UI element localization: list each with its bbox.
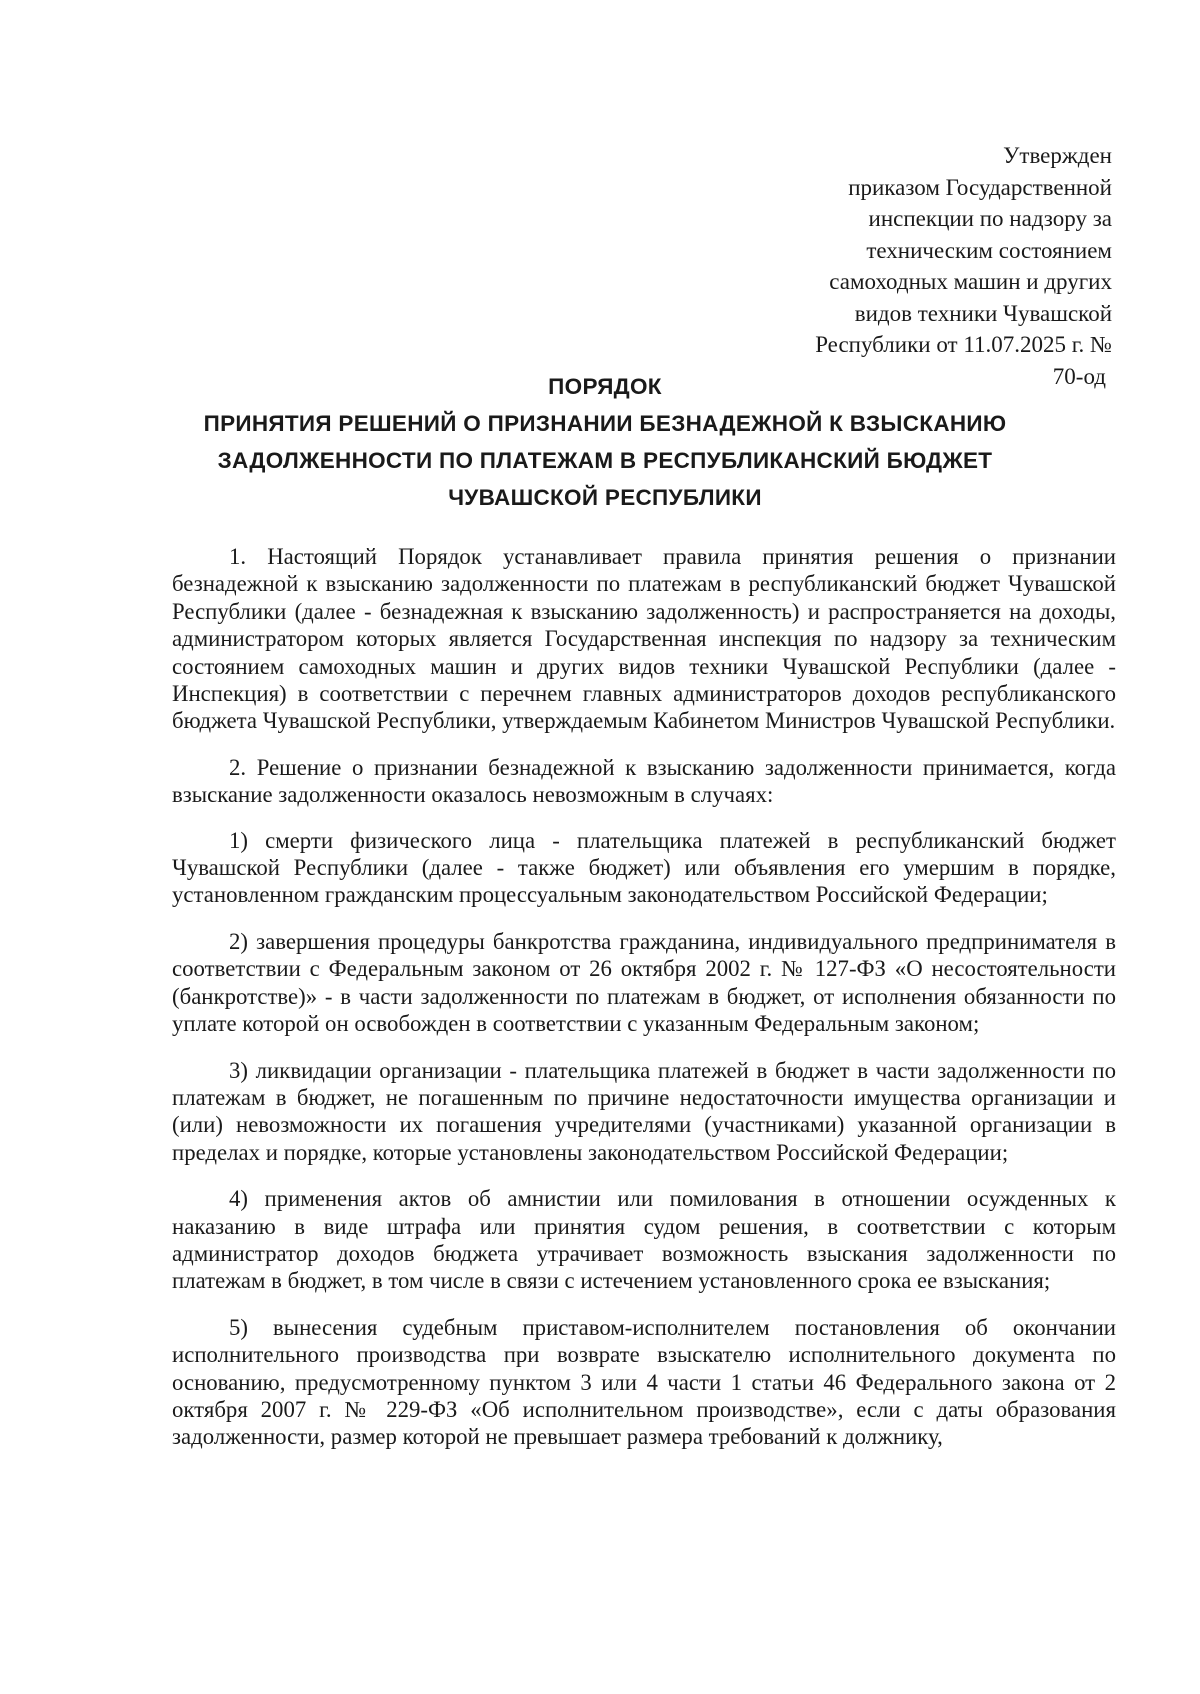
title-line: ЗАДОЛЖЕННОСТИ ПО ПЛАТЕЖАМ В РЕСПУБЛИКАНСКИЙ БЮДЖЕТ xyxy=(217,448,993,473)
paragraph-2: 2. Решение о признании безнадежной к взысканию задолженности принимается, когда взыскание задолженности оказалось невозможным в случаях: xyxy=(172,754,1116,808)
approval-line: самоходных машин и других xyxy=(829,269,1112,294)
approval-line: Республики от 11.07.2025 г. № xyxy=(815,332,1112,357)
approval-line: приказом Государственной xyxy=(848,174,1112,200)
approval-line: инспекции по надзору за xyxy=(868,206,1112,231)
approval-stamp xyxy=(772,140,1112,392)
title-line: ПРИНЯТИЯ РЕШЕНИЙ О ПРИЗНАНИИ БЕЗНАДЕЖНОЙ К ВЗЫСКАНИЮ xyxy=(203,411,1007,436)
approval-line: техническим состоянием xyxy=(866,237,1112,263)
title-line: ПОРЯДОК xyxy=(548,374,662,399)
approval-line: видов техники Чувашской xyxy=(854,300,1112,326)
subitem-5: 5) вынесения судебным приставом-исполнителем постановления об окончании исполнительного производства при возврате взыскателю исполнительного документа по основанию, предусмотренному пунктом 3 или 4 части 1 статьи 46 Федерального закона от 2 октября 2007 г. № 229-ФЗ «Об исполнительном производстве», если с даты образования задолженности, размер которой не превышает размера требований к должнику, xyxy=(172,1314,1116,1450)
subitem-3: 3) ликвидации организации - плательщика платежей в бюджет в части задолженности по платежам в бюджет, не погашенным по причине недостаточности имущества организации и (или) невозможности их погашения учредителями (участниками) указанной организации в пределах и порядке, которые установлены законодательством Российской Федерации; xyxy=(172,1057,1116,1165)
approval-line: Утвержден xyxy=(1003,143,1112,168)
subitem-4: 4) применения актов об амнистии или помилования в отношении осужденных к наказанию в виде штрафа или принятия судом решения, в соответствии с которым администратор доходов бюджета утрачивает возможность взыскания задолженности по платежам в бюджет, в том числе в связи с истечением установленного срока ее взыскания; xyxy=(172,1186,1116,1294)
subitem-1: 1) смерти физического лица - плательщика платежей в республиканский бюджет Чувашской Республики (далее - также бюджет) или объявления его умершим в порядке, установленном гражданским процессуальным законодательством Российской Федерации; xyxy=(172,827,1116,908)
title-line: ЧУВАШСКОЙ РЕСПУБЛИКИ xyxy=(448,485,762,510)
document-body xyxy=(172,543,1116,1470)
paragraph-1: 1. Настоящий Порядок устанавливает правила принятия решения о признании безнадежной к взысканию задолженности по платежам в республиканский бюджет Чувашской Республики (далее - безнадежная к взысканию задолженность) и распространяется на доходы, администратором которых является Государственная инспекция по надзору за техническим состоянием самоходных машин и других видов техники Чувашской Республики (далее - Инспекция) в соответствии с перечнем главных администраторов доходов республиканского бюджета Чувашской Республики, утверждаемым Кабинетом Министров Чувашской Республики. xyxy=(172,544,1116,734)
subitem-2: 2) завершения процедуры банкротства гражданина, индивидуального предпринимателя в соответствии с Федеральным законом от 26 октября 2002 г. № 127-ФЗ «О несостоятельности (банкротстве)» - в части задолженности по платежам в бюджет, от исполнения обязанности по уплате которой он освобожден в соответствии с указанным Федеральным законом; xyxy=(172,928,1116,1037)
approval-line: 70-од xyxy=(1052,363,1106,389)
document-title xyxy=(165,368,1045,516)
